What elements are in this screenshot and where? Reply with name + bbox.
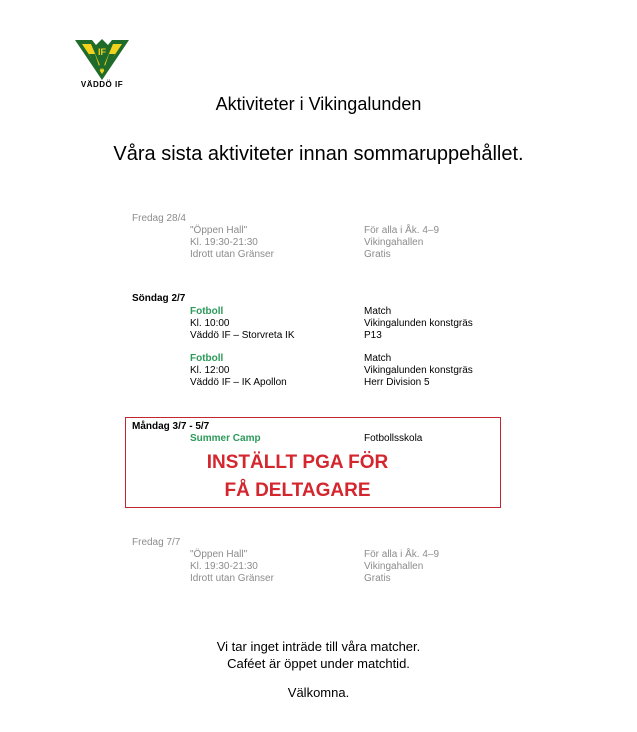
event-time: Kl. 19:30-21:30 (190, 237, 258, 248)
event-day: Söndag 2/7 (132, 293, 186, 304)
event-time: Kl. 10:00 (190, 318, 230, 329)
event-day: Måndag 3/7 - 5/7 (132, 421, 210, 432)
cancel-notice-line2: FÅ DELTAGARE (224, 480, 371, 501)
event-name: Fotboll (190, 306, 224, 317)
svg-text:IF: IF (98, 47, 106, 57)
event-name: "Öppen Hall" (190, 549, 248, 560)
viking-shield-icon (72, 36, 132, 82)
event-detail: Väddö IF – Storvreta IK (190, 330, 295, 341)
event-entry-left (190, 306, 295, 342)
event-place: Vikingahallen (364, 237, 424, 248)
event-name: "Öppen Hall" (190, 225, 248, 236)
footer-line-cafe: Caféet är öppet under matchtid. (227, 656, 410, 671)
event-entry-right (364, 306, 473, 342)
club-name: VÄDDÖ IF (80, 80, 124, 89)
event-entry-right (364, 225, 439, 261)
event-extra: Gratis (364, 249, 391, 260)
page-title: Aktiviteter i Vikingalunden (215, 94, 422, 114)
event-entry-right (364, 549, 439, 585)
event-place: Vikingalunden konstgräs (364, 365, 473, 376)
cancel-notice-line1: INSTÄLLT PGA FÖR (206, 452, 389, 473)
footer-welcome: Välkomna. (287, 685, 350, 700)
event-name: Fotboll (190, 353, 224, 364)
event-name: Summer Camp (190, 433, 261, 444)
event-day: Fredag 28/4 (132, 213, 186, 224)
event-type: Match (364, 306, 392, 317)
event-time: Kl. 12:00 (190, 365, 230, 376)
footer-line-entry: Vi tar inget inträde till våra matcher. (216, 639, 421, 654)
event-detail: Idrott utan Gränser (190, 573, 274, 584)
event-place: Vikingalunden konstgräs (364, 318, 473, 329)
event-entry-left (190, 225, 274, 261)
event-entry-left (190, 353, 287, 389)
event-day: Fredag 7/7 (132, 537, 181, 548)
event-entry-left (190, 549, 274, 585)
event-extra: Herr Division 5 (364, 377, 430, 388)
event-type: Match (364, 353, 392, 364)
event-entry-right (364, 353, 473, 389)
event-extra: Gratis (364, 573, 391, 584)
event-detail: Väddö IF – IK Apollon (190, 377, 287, 388)
event-place: Vikingahallen (364, 561, 424, 572)
event-detail: Idrott utan Gränser (190, 249, 274, 260)
event-type: För alla i Åk. 4–9 (364, 549, 440, 560)
event-type: Fotbollsskola (364, 433, 423, 444)
event-time: Kl. 19:30-21:30 (190, 561, 258, 572)
event-type: För alla i Åk. 4–9 (364, 225, 440, 236)
page-subtitle: Våra sista aktiviteter innan sommaruppehållet. (113, 143, 524, 165)
event-extra: P13 (364, 330, 382, 341)
